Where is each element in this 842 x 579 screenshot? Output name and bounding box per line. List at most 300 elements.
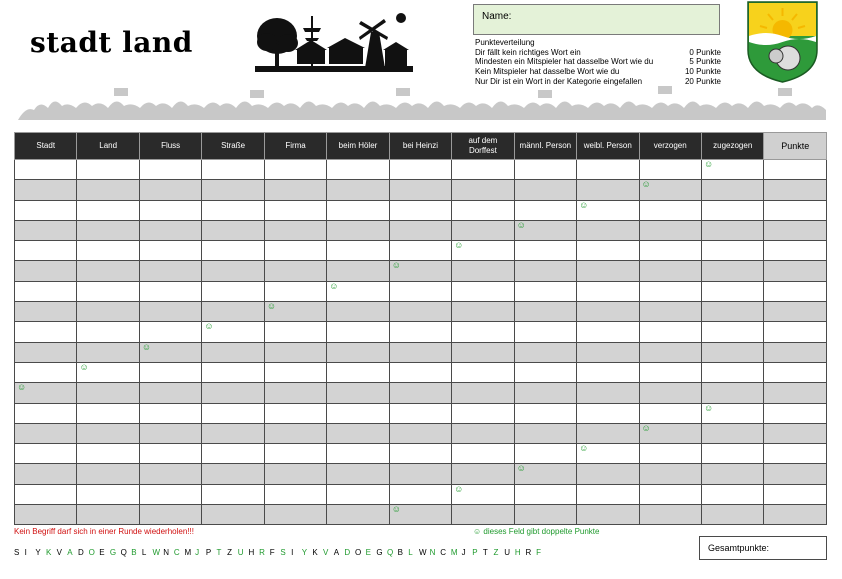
answer-cell[interactable] xyxy=(639,241,701,261)
answer-cell[interactable] xyxy=(389,281,451,301)
answer-cell[interactable] xyxy=(764,423,827,443)
answer-cell[interactable] xyxy=(77,220,139,240)
answer-cell[interactable] xyxy=(139,383,201,403)
answer-cell[interactable] xyxy=(327,464,389,484)
answer-cell[interactable] xyxy=(264,464,326,484)
answer-cell[interactable] xyxy=(264,342,326,362)
answer-cell[interactable] xyxy=(202,342,264,362)
scoring-rules xyxy=(475,38,721,87)
letter: J xyxy=(195,548,200,557)
answer-cell[interactable] xyxy=(639,383,701,403)
answer-cell[interactable] xyxy=(764,484,827,504)
crowd-silhouette-icon xyxy=(18,86,826,120)
answer-cell[interactable] xyxy=(77,160,139,180)
answer-cell[interactable] xyxy=(77,281,139,301)
answer-cell[interactable] xyxy=(15,160,77,180)
answer-cell[interactable] xyxy=(327,241,389,261)
answer-cell[interactable] xyxy=(514,220,576,240)
answer-cell[interactable] xyxy=(701,444,763,464)
answer-cell[interactable] xyxy=(77,261,139,281)
answer-cell[interactable] xyxy=(452,403,514,423)
answer-cell[interactable] xyxy=(139,342,201,362)
answer-cell[interactable] xyxy=(639,220,701,240)
answer-cell[interactable] xyxy=(202,241,264,261)
letter: G xyxy=(109,548,117,557)
answer-cell[interactable] xyxy=(139,322,201,342)
answer-cell[interactable] xyxy=(15,302,77,322)
answer-cell[interactable] xyxy=(77,505,139,525)
answer-cell[interactable] xyxy=(139,423,201,443)
answer-cell[interactable] xyxy=(514,342,576,362)
letter: Y xyxy=(35,548,41,557)
answer-cell[interactable] xyxy=(202,180,264,200)
answer-cell[interactable] xyxy=(639,464,701,484)
answer-cell[interactable] xyxy=(701,342,763,362)
column-header: Straße xyxy=(202,133,264,160)
answer-cell[interactable] xyxy=(452,302,514,322)
answer-cell[interactable] xyxy=(77,180,139,200)
answer-cell[interactable] xyxy=(327,403,389,423)
answer-cell[interactable] xyxy=(514,403,576,423)
letter: M xyxy=(184,548,192,557)
name-field[interactable] xyxy=(473,4,720,35)
answer-cell[interactable] xyxy=(202,484,264,504)
answer-cell[interactable] xyxy=(77,383,139,403)
answer-cell[interactable] xyxy=(389,220,451,240)
letter: L xyxy=(141,548,147,557)
answer-cell[interactable] xyxy=(452,423,514,443)
smiley-icon: ☺ xyxy=(516,463,526,474)
answer-cell[interactable] xyxy=(452,180,514,200)
answer-cell[interactable] xyxy=(389,241,451,261)
answer-cell[interactable] xyxy=(764,302,827,322)
answer-cell[interactable] xyxy=(639,423,701,443)
answer-cell[interactable] xyxy=(514,464,576,484)
answer-cell[interactable] xyxy=(577,220,639,240)
answer-cell[interactable] xyxy=(452,444,514,464)
table-row xyxy=(15,464,827,484)
answer-cell[interactable] xyxy=(77,484,139,504)
answer-cell[interactable] xyxy=(264,302,326,322)
answer-cell[interactable] xyxy=(764,444,827,464)
answer-cell[interactable] xyxy=(15,322,77,342)
answer-cell[interactable] xyxy=(15,261,77,281)
answer-cell[interactable] xyxy=(327,180,389,200)
answer-cell[interactable] xyxy=(202,220,264,240)
answer-cell[interactable] xyxy=(701,220,763,240)
total-points-label: Gesamtpunkte: xyxy=(708,543,770,553)
answer-cell[interactable] xyxy=(701,362,763,382)
answer-cell[interactable] xyxy=(77,423,139,443)
answer-cell[interactable] xyxy=(701,281,763,301)
answer-cell[interactable] xyxy=(452,505,514,525)
answer-cell[interactable] xyxy=(639,281,701,301)
answer-cell[interactable] xyxy=(514,484,576,504)
table-row xyxy=(15,444,827,464)
answer-cell[interactable] xyxy=(15,281,77,301)
table-row xyxy=(15,180,827,200)
answer-cell[interactable] xyxy=(264,423,326,443)
answer-cell[interactable] xyxy=(139,444,201,464)
answer-cell[interactable] xyxy=(139,484,201,504)
answer-cell[interactable] xyxy=(139,302,201,322)
answer-cell[interactable] xyxy=(639,261,701,281)
letter: V xyxy=(323,548,329,557)
letter: P xyxy=(205,548,212,557)
answer-cell[interactable] xyxy=(514,322,576,342)
answer-cell[interactable] xyxy=(202,464,264,484)
answer-cell[interactable] xyxy=(639,444,701,464)
answer-cell[interactable] xyxy=(514,302,576,322)
answer-cell[interactable] xyxy=(77,403,139,423)
answer-cell[interactable] xyxy=(514,160,576,180)
answer-cell[interactable] xyxy=(264,180,326,200)
answer-cell[interactable] xyxy=(15,200,77,220)
answer-cell[interactable] xyxy=(389,180,451,200)
answer-cell[interactable] xyxy=(639,362,701,382)
letter: H xyxy=(248,548,255,557)
answer-cell[interactable] xyxy=(264,261,326,281)
answer-cell[interactable] xyxy=(139,200,201,220)
answer-cell[interactable] xyxy=(139,220,201,240)
answer-cell[interactable] xyxy=(327,505,389,525)
answer-cell[interactable] xyxy=(577,505,639,525)
answer-cell[interactable] xyxy=(764,180,827,200)
letter: Q xyxy=(386,548,394,557)
answer-cell[interactable] xyxy=(514,423,576,443)
answer-cell[interactable] xyxy=(264,484,326,504)
answer-cell[interactable] xyxy=(15,444,77,464)
column-header: beim Höler xyxy=(327,133,389,160)
answer-cell[interactable] xyxy=(577,403,639,423)
answer-cell[interactable] xyxy=(452,362,514,382)
page-title: stadt land xyxy=(30,26,193,59)
answer-cell[interactable] xyxy=(701,403,763,423)
answer-cell[interactable] xyxy=(264,281,326,301)
answer-cell[interactable] xyxy=(514,444,576,464)
answer-cell[interactable] xyxy=(264,322,326,342)
answer-cell[interactable] xyxy=(701,302,763,322)
answer-cell[interactable] xyxy=(514,241,576,261)
answer-cell[interactable] xyxy=(452,322,514,342)
answer-cell[interactable] xyxy=(202,281,264,301)
answer-cell[interactable] xyxy=(639,403,701,423)
letter: L xyxy=(408,548,413,557)
answer-cell[interactable] xyxy=(701,484,763,504)
answer-cell[interactable] xyxy=(452,160,514,180)
answer-cell[interactable] xyxy=(15,423,77,443)
answer-cell[interactable] xyxy=(264,403,326,423)
answer-cell[interactable] xyxy=(327,322,389,342)
answer-cell[interactable] xyxy=(639,342,701,362)
answer-cell[interactable] xyxy=(577,444,639,464)
answer-cell[interactable] xyxy=(77,444,139,464)
letter: K xyxy=(45,548,52,557)
smiley-icon: ☺ xyxy=(516,219,526,230)
answer-cell[interactable] xyxy=(764,362,827,382)
answer-cell[interactable] xyxy=(764,200,827,220)
letter: H xyxy=(514,548,521,557)
answer-cell[interactable] xyxy=(389,383,451,403)
answer-cell[interactable] xyxy=(452,464,514,484)
answer-cell[interactable] xyxy=(264,200,326,220)
answer-cell[interactable] xyxy=(264,383,326,403)
answer-cell[interactable] xyxy=(577,180,639,200)
answer-cell[interactable] xyxy=(764,241,827,261)
double-points-note: ☺ dieses Feld gibt doppelte Punkte xyxy=(473,527,600,536)
answer-cell[interactable] xyxy=(764,383,827,403)
answer-cell[interactable] xyxy=(202,403,264,423)
total-points-field[interactable] xyxy=(699,536,827,560)
answer-cell[interactable] xyxy=(452,200,514,220)
answer-cell[interactable] xyxy=(327,281,389,301)
answer-cell[interactable] xyxy=(764,464,827,484)
answer-cell[interactable] xyxy=(139,261,201,281)
answer-cell[interactable] xyxy=(514,200,576,220)
letter: T xyxy=(216,548,222,557)
answer-cell[interactable] xyxy=(15,220,77,240)
answer-cell[interactable] xyxy=(701,200,763,220)
answer-cell[interactable] xyxy=(701,160,763,180)
answer-cell[interactable] xyxy=(202,261,264,281)
answer-cell[interactable] xyxy=(764,261,827,281)
answer-cell[interactable] xyxy=(389,322,451,342)
answer-cell[interactable] xyxy=(701,180,763,200)
answer-cell[interactable] xyxy=(139,160,201,180)
answer-cell[interactable] xyxy=(764,403,827,423)
answer-cell[interactable] xyxy=(139,180,201,200)
answer-cell[interactable] xyxy=(577,464,639,484)
answer-cell[interactable] xyxy=(639,160,701,180)
answer-cell[interactable] xyxy=(452,281,514,301)
letter: D xyxy=(77,548,84,557)
column-header: Fluss xyxy=(139,133,201,160)
answer-cell[interactable] xyxy=(15,403,77,423)
table-row xyxy=(15,403,827,423)
answer-cell[interactable] xyxy=(639,200,701,220)
letter: B xyxy=(397,548,403,557)
answer-cell[interactable] xyxy=(327,160,389,180)
answer-cell[interactable] xyxy=(577,302,639,322)
answer-cell[interactable] xyxy=(264,444,326,464)
answer-cell[interactable] xyxy=(264,362,326,382)
answer-cell[interactable] xyxy=(139,281,201,301)
answer-cell[interactable] xyxy=(577,342,639,362)
answer-cell[interactable] xyxy=(202,505,264,525)
smiley-icon: ☺ xyxy=(579,443,589,454)
smiley-icon: ☺ xyxy=(703,159,714,169)
answer-cell[interactable] xyxy=(514,180,576,200)
answer-cell[interactable] xyxy=(15,362,77,382)
answer-cell[interactable] xyxy=(327,362,389,382)
scoring-title: Punkteverteilung xyxy=(475,38,535,47)
answer-cell[interactable] xyxy=(701,241,763,261)
answer-cell[interactable] xyxy=(327,423,389,443)
scoring-rule-text: Dir fällt kein richtiges Wort ein xyxy=(475,47,581,57)
answer-cell[interactable] xyxy=(577,322,639,342)
answer-cell[interactable] xyxy=(327,342,389,362)
answer-cell[interactable] xyxy=(389,484,451,504)
answer-cell[interactable] xyxy=(577,383,639,403)
answer-cell[interactable] xyxy=(15,241,77,261)
answer-cell[interactable] xyxy=(77,241,139,261)
answer-cell[interactable] xyxy=(452,342,514,362)
answer-cell[interactable] xyxy=(327,220,389,240)
answer-cell[interactable] xyxy=(327,261,389,281)
answer-cell[interactable] xyxy=(701,261,763,281)
answer-cell[interactable] xyxy=(389,423,451,443)
smiley-icon: ☺ xyxy=(454,483,464,494)
answer-cell[interactable] xyxy=(452,261,514,281)
column-header: auf dem Dorffest xyxy=(452,133,514,160)
answer-cell[interactable] xyxy=(764,342,827,362)
answer-cell[interactable] xyxy=(389,464,451,484)
answer-cell[interactable] xyxy=(139,362,201,382)
answer-cell[interactable] xyxy=(639,505,701,525)
answer-cell[interactable] xyxy=(389,200,451,220)
answer-cell[interactable] xyxy=(764,220,827,240)
answer-cell[interactable] xyxy=(202,362,264,382)
smiley-icon: ☺ xyxy=(266,301,277,312)
answer-cell[interactable] xyxy=(77,200,139,220)
answer-cell[interactable] xyxy=(327,484,389,504)
answer-cell[interactable] xyxy=(264,241,326,261)
answer-cell[interactable] xyxy=(639,322,701,342)
table-row xyxy=(15,160,827,180)
letter: Y xyxy=(301,548,308,557)
answer-cell[interactable] xyxy=(389,362,451,382)
answer-cell[interactable] xyxy=(264,505,326,525)
answer-cell[interactable] xyxy=(577,160,639,180)
answer-cell[interactable] xyxy=(202,322,264,342)
scoring-rule-text: Kein Mitspieler hat dasselbe Wort wie du xyxy=(475,67,620,77)
answer-cell[interactable] xyxy=(577,241,639,261)
answer-cell[interactable] xyxy=(514,383,576,403)
answer-cell[interactable] xyxy=(639,180,701,200)
answer-cell[interactable] xyxy=(327,444,389,464)
answer-cell[interactable] xyxy=(514,362,576,382)
answer-cell[interactable] xyxy=(139,464,201,484)
answer-cell[interactable] xyxy=(389,302,451,322)
answer-cell[interactable] xyxy=(452,241,514,261)
answer-cell[interactable] xyxy=(701,505,763,525)
answer-cell[interactable] xyxy=(202,444,264,464)
answer-cell[interactable] xyxy=(139,505,201,525)
answer-cell[interactable] xyxy=(202,302,264,322)
answer-cell[interactable] xyxy=(77,362,139,382)
answer-cell[interactable] xyxy=(15,484,77,504)
answer-cell[interactable] xyxy=(389,403,451,423)
table-row xyxy=(15,220,827,240)
scoring-rule xyxy=(475,48,721,58)
answer-cell[interactable] xyxy=(389,505,451,525)
answer-cell[interactable] xyxy=(389,342,451,362)
answer-cell[interactable] xyxy=(514,261,576,281)
letter: E xyxy=(99,548,105,557)
letter: S xyxy=(14,548,20,557)
answer-cell[interactable] xyxy=(264,160,326,180)
answer-cell[interactable] xyxy=(202,423,264,443)
letter: T xyxy=(482,548,488,557)
answer-cell[interactable] xyxy=(77,302,139,322)
answer-cell[interactable] xyxy=(389,160,451,180)
answer-cell[interactable] xyxy=(764,505,827,525)
answer-cell[interactable] xyxy=(701,464,763,484)
answer-cell[interactable] xyxy=(514,505,576,525)
column-header: verzogen xyxy=(639,133,701,160)
table-header-row xyxy=(15,133,827,160)
answer-cell[interactable] xyxy=(577,281,639,301)
answer-cell[interactable] xyxy=(639,484,701,504)
letter: B xyxy=(131,548,137,557)
answer-cell[interactable] xyxy=(764,281,827,301)
answer-cell[interactable] xyxy=(389,444,451,464)
answer-cell[interactable] xyxy=(15,180,77,200)
answer-cell[interactable] xyxy=(452,383,514,403)
answer-cell[interactable] xyxy=(139,403,201,423)
answer-cell[interactable] xyxy=(139,241,201,261)
answer-cell[interactable] xyxy=(639,302,701,322)
answer-cell[interactable] xyxy=(577,261,639,281)
answer-cell[interactable] xyxy=(327,200,389,220)
scoring-rule-points: 20 Punkte xyxy=(684,76,721,86)
answer-cell[interactable] xyxy=(202,383,264,403)
answer-cell[interactable] xyxy=(701,322,763,342)
repeat-warning: Kein Begriff darf sich in einer Runde wiederholen!!! xyxy=(14,527,194,536)
letter: O xyxy=(88,548,95,557)
answer-cell[interactable] xyxy=(577,423,639,443)
answer-cell[interactable] xyxy=(452,484,514,504)
answer-cell[interactable] xyxy=(77,342,139,362)
answer-cell[interactable] xyxy=(764,322,827,342)
column-header: weibl. Person xyxy=(577,133,639,160)
answer-cell[interactable] xyxy=(701,383,763,403)
scoring-rule xyxy=(475,57,721,67)
answer-cell[interactable] xyxy=(15,505,77,525)
answer-cell[interactable] xyxy=(452,220,514,240)
answer-cell[interactable] xyxy=(514,281,576,301)
scoring-rule-points: 10 Punkte xyxy=(684,67,721,77)
answer-cell[interactable] xyxy=(15,383,77,403)
answer-cell[interactable] xyxy=(202,160,264,180)
answer-cell[interactable] xyxy=(764,160,827,180)
answer-cell[interactable] xyxy=(577,362,639,382)
answer-cell[interactable] xyxy=(389,261,451,281)
answer-cell[interactable] xyxy=(264,220,326,240)
answer-cell[interactable] xyxy=(577,200,639,220)
column-header: Punkte xyxy=(764,133,827,160)
smiley-icon: ☺ xyxy=(391,260,401,271)
scoring-rule-text: Nur Dir ist ein Wort in der Kategorie eingefallen xyxy=(475,76,643,86)
table-row xyxy=(15,241,827,261)
answer-cell[interactable] xyxy=(577,484,639,504)
smiley-icon: ☺ xyxy=(641,422,651,433)
answer-cell[interactable] xyxy=(15,464,77,484)
answer-cell[interactable] xyxy=(77,322,139,342)
letter: M xyxy=(450,548,458,557)
answer-cell[interactable] xyxy=(327,302,389,322)
answer-cell[interactable] xyxy=(77,464,139,484)
answer-cell[interactable] xyxy=(202,200,264,220)
letter: K xyxy=(312,548,318,557)
answer-cell[interactable] xyxy=(701,423,763,443)
scoring-rule-points: 5 Punkte xyxy=(689,57,721,67)
answer-cell[interactable] xyxy=(15,342,77,362)
smiley-icon: ☺ xyxy=(329,280,339,291)
answer-cell[interactable] xyxy=(327,383,389,403)
letter: V xyxy=(56,548,62,557)
column-header: Firma xyxy=(264,133,326,160)
